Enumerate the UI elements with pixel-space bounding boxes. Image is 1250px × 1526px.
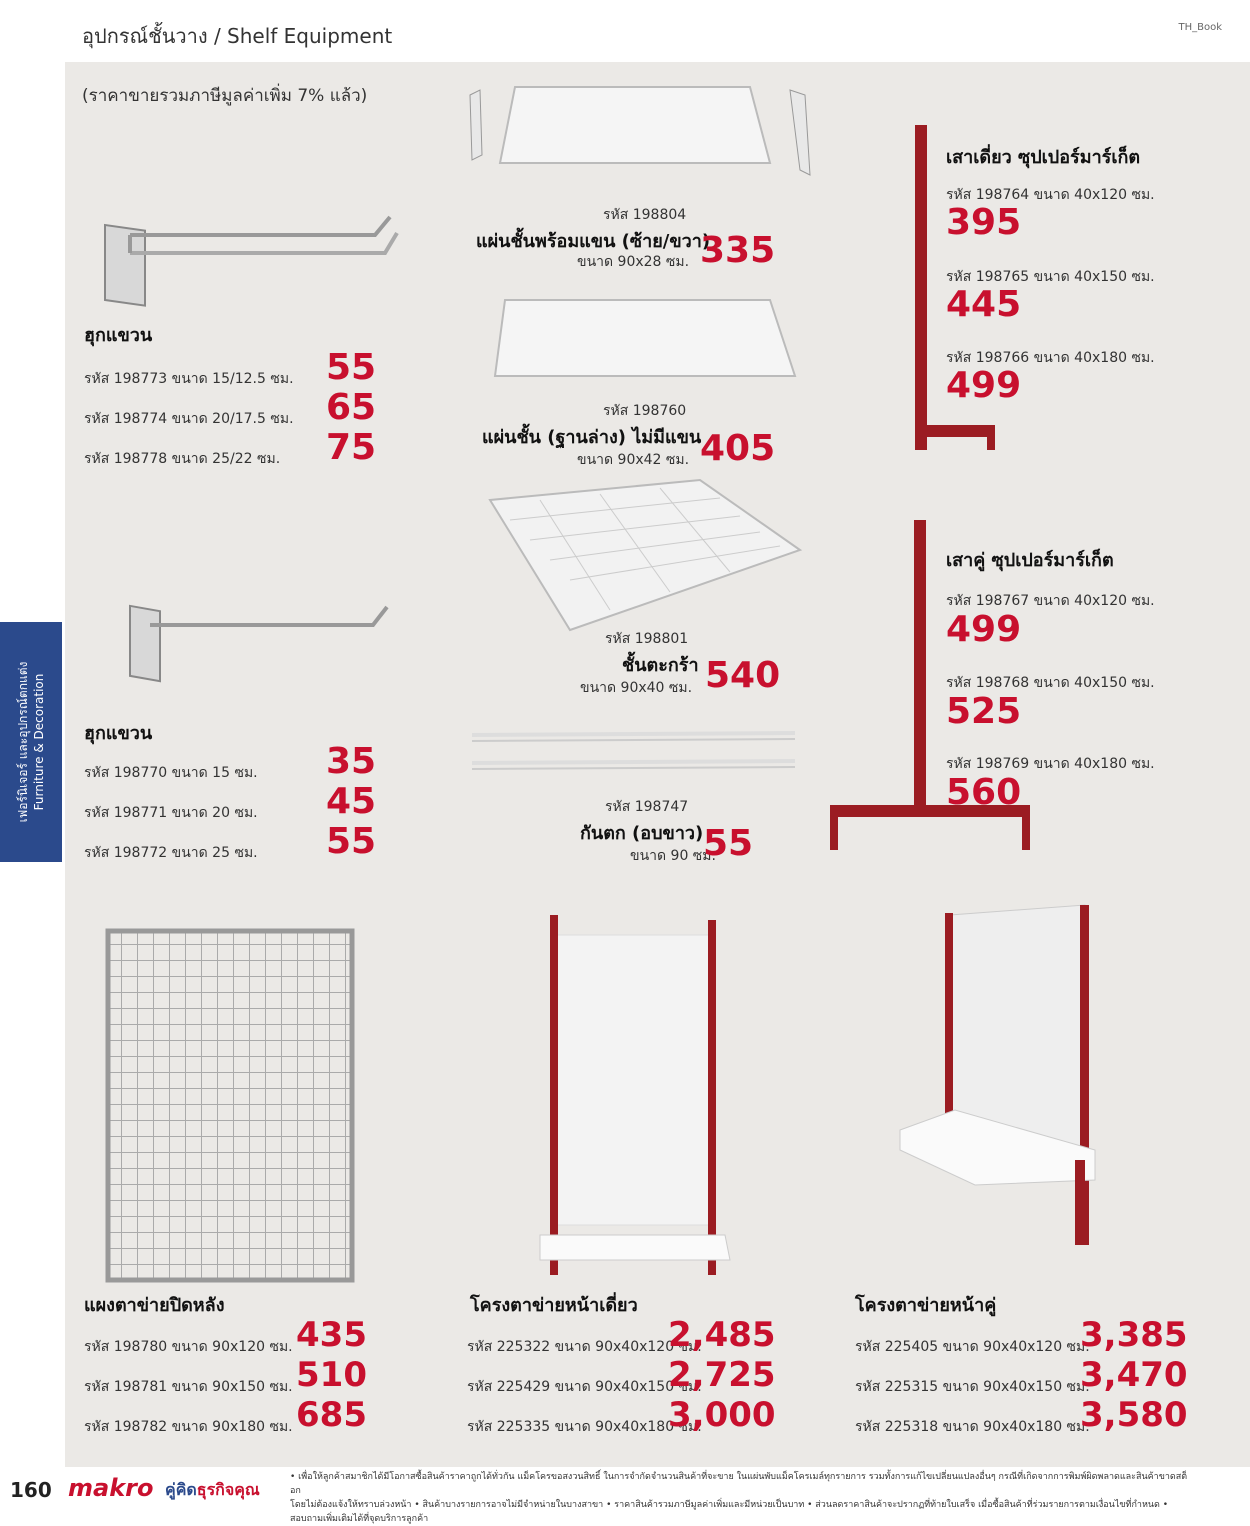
hooks2-price-1: 35 bbox=[326, 741, 377, 782]
hooks1-title: ฮุกแขวน bbox=[84, 325, 153, 346]
single-post-title: เสาเดี่ยว ซุปเปอร์มาร์เก็ต bbox=[946, 147, 1141, 168]
page-number: 160 bbox=[10, 1478, 52, 1502]
shelf-base-title: แผ่นชั้น (ฐานล่าง) ไม่มีแขน bbox=[482, 427, 702, 448]
double-post-price-3: 560 bbox=[946, 772, 1022, 813]
guard-image bbox=[470, 725, 800, 780]
single-frame-price-2: 2,725 bbox=[668, 1355, 776, 1395]
section-tab bbox=[0, 622, 62, 862]
single-frame-image bbox=[530, 915, 730, 1280]
section-tab-english: Furniture & Decoration bbox=[32, 673, 46, 811]
single-post-code-1: รหัส 198764 ขนาด 40x120 ซม. bbox=[946, 187, 1155, 203]
hooks1-price-3: 75 bbox=[326, 427, 377, 468]
basket-title: ชั้นตะกร้า bbox=[622, 655, 699, 676]
hook-single-image bbox=[125, 595, 395, 685]
double-frame-price-2: 3,470 bbox=[1080, 1355, 1188, 1395]
double-post-title: เสาคู่ ซุปเปอร์มาร์เก็ต bbox=[946, 550, 1114, 571]
single-frame-code-2: รหัส 225429 ขนาด 90x40x150 ซม. bbox=[467, 1379, 702, 1395]
page-tag: TH_Book bbox=[1178, 22, 1222, 33]
double-frame-code-1: รหัส 225405 ขนาด 90x40x120 ซม. bbox=[855, 1339, 1090, 1355]
single-frame-code-3: รหัส 225335 ขนาด 90x40x180 ซม. bbox=[467, 1419, 702, 1435]
single-post-price-2: 445 bbox=[946, 284, 1022, 325]
hooks2-code-3: รหัส 198772 ขนาด 25 ซม. bbox=[84, 845, 258, 861]
back-mesh-price-2: 510 bbox=[296, 1355, 367, 1395]
basket-price: 540 bbox=[705, 655, 781, 696]
double-frame-price-3: 3,580 bbox=[1080, 1395, 1188, 1435]
double-frame-image bbox=[895, 905, 1105, 1255]
hooks2-code-1: รหัส 198770 ขนาด 15 ซม. bbox=[84, 765, 258, 781]
single-frame-title: โครงตาข่ายหน้าเดี่ยว bbox=[470, 1295, 638, 1316]
double-frame-price-1: 3,385 bbox=[1080, 1315, 1188, 1355]
shelf-arm-size: ขนาด 90x28 ซม. bbox=[577, 254, 690, 270]
shelf-arm-code: รหัส 198804 bbox=[603, 207, 687, 223]
single-frame-code-1: รหัส 225322 ขนาด 90x40x120 ซม. bbox=[467, 1339, 702, 1355]
hook-double-image bbox=[105, 205, 405, 315]
page-title: อุปกรณ์ชั้นวาง / Shelf Equipment bbox=[82, 24, 393, 48]
single-post-code-3: รหัส 198766 ขนาด 40x180 ซม. bbox=[946, 350, 1155, 366]
single-frame-price-1: 2,485 bbox=[668, 1315, 776, 1355]
double-post-code-2: รหัส 198768 ขนาด 40x150 ซม. bbox=[946, 675, 1155, 691]
double-post-price-2: 525 bbox=[946, 691, 1022, 732]
double-post-code-1: รหัส 198767 ขนาด 40x120 ซม. bbox=[946, 593, 1155, 609]
double-frame-code-2: รหัส 225315 ขนาด 90x40x150 ซม. bbox=[855, 1379, 1090, 1395]
double-frame-code-3: รหัส 225318 ขนาด 90x40x180 ซม. bbox=[855, 1419, 1090, 1435]
single-post-price-1: 395 bbox=[946, 202, 1022, 243]
disclaimer-line-2: โดยไม่ต้องแจ้งให้ทราบล่วงหน้า • สินค้าบางรายการอาจไม่มีจำหน่ายในบางสาขา • ราคาสินค้ารวมภาษีมูลค่าเพิ่มและมีหน่วยเป็นบาท • ส่วนลดราคาสินค้าจะปรากฏที่ท้ายใบเสร็จ เมื่อซื้อสินค้าที่ร่วมรายการตามเงื่อนไขที่กำหนด • สอบถามเพิ่มเติมได้ที่จุดบริการลูกค้า bbox=[290, 1500, 1169, 1524]
double-frame-title: โครงตาข่ายหน้าคู่ bbox=[855, 1295, 997, 1316]
hooks2-title: ฮุกแขวน bbox=[84, 723, 153, 744]
hooks1-code-1: รหัส 198773 ขนาด 15/12.5 ซม. bbox=[84, 371, 294, 387]
single-post-code-2: รหัส 198765 ขนาด 40x150 ซม. bbox=[946, 269, 1155, 285]
back-mesh-price-3: 685 bbox=[296, 1395, 367, 1435]
hooks2-price-3: 55 bbox=[326, 821, 377, 862]
hooks2-code-2: รหัส 198771 ขนาด 20 ซม. bbox=[84, 805, 258, 821]
back-mesh-code-1: รหัส 198780 ขนาด 90x120 ซม. bbox=[84, 1339, 293, 1355]
hooks2-price-2: 45 bbox=[326, 781, 377, 822]
shelf-arm-image bbox=[460, 85, 830, 185]
double-post-price-1: 499 bbox=[946, 609, 1022, 650]
double-post-code-3: รหัส 198769 ขนาด 40x180 ซม. bbox=[946, 756, 1155, 772]
disclaimer-line-1: • เพื่อให้ลูกค้าสมาชิกได้มีโอกาสซื้อสินค้าราคาถูกได้ทั่วกัน แม็คโครขอสงวนสิทธิ์ ในการจำกัดจำนวนสินค้าที่จะขาย ในแผ่นพับแม็คโครเมล์ทุกรายการ รวมทั้งการแก้ไขเปลี่ยนแปลงอื่นๆ กรณีที่เกิดจากการพิมพ์ผิดพลาดและสินค้าขาดสต็อก bbox=[290, 1472, 1188, 1496]
slogan-part-a: คู่คิด bbox=[165, 1480, 197, 1499]
hooks1-code-2: รหัส 198774 ขนาด 20/17.5 ซม. bbox=[84, 411, 294, 427]
basket-size: ขนาด 90x40 ซม. bbox=[580, 680, 693, 696]
guard-title: กันตก (อบขาว) bbox=[580, 823, 704, 844]
basket-code: รหัส 198801 bbox=[605, 631, 689, 647]
hooks1-price-2: 65 bbox=[326, 387, 377, 428]
back-mesh-code-2: รหัส 198781 ขนาด 90x150 ซม. bbox=[84, 1379, 293, 1395]
single-frame-price-3: 3,000 bbox=[668, 1395, 776, 1435]
shelf-arm-price: 335 bbox=[700, 230, 776, 271]
basket-image bbox=[480, 480, 810, 640]
guard-size: ขนาด 90 ซม. bbox=[630, 848, 716, 864]
section-tab-thai: เฟอร์นิเจอร์ และอุปกรณ์ตกแต่ง bbox=[16, 661, 30, 823]
slogan bbox=[165, 1478, 260, 1503]
back-mesh-title: แผงตาข่ายปิดหลัง bbox=[84, 1295, 225, 1316]
vat-note: (ราคาขายรวมภาษีมูลค่าเพิ่ม 7% แล้ว) bbox=[82, 86, 368, 106]
guard-code: รหัส 198747 bbox=[605, 799, 689, 815]
back-mesh-image bbox=[105, 928, 355, 1283]
makro-logo: makro bbox=[68, 1474, 154, 1502]
shelf-base-price: 405 bbox=[700, 428, 776, 469]
shelf-base-size: ขนาด 90x42 ซม. bbox=[577, 452, 690, 468]
back-mesh-price-1: 435 bbox=[296, 1315, 367, 1355]
shelf-base-code: รหัส 198760 bbox=[603, 403, 687, 419]
single-post-price-3: 499 bbox=[946, 365, 1022, 406]
shelf-arm-title: แผ่นชั้นพร้อมแขน (ซ้าย/ขวา) bbox=[476, 231, 711, 252]
back-mesh-code-3: รหัส 198782 ขนาด 90x180 ซม. bbox=[84, 1419, 293, 1435]
hooks1-code-3: รหัส 198778 ขนาด 25/22 ซม. bbox=[84, 451, 281, 467]
disclaimer bbox=[290, 1470, 1190, 1526]
slogan-part-b: ธุรกิจคุณ bbox=[196, 1480, 260, 1499]
hooks1-price-1: 55 bbox=[326, 347, 377, 388]
shelf-base-image bbox=[490, 298, 810, 383]
guard-price: 55 bbox=[703, 823, 754, 864]
